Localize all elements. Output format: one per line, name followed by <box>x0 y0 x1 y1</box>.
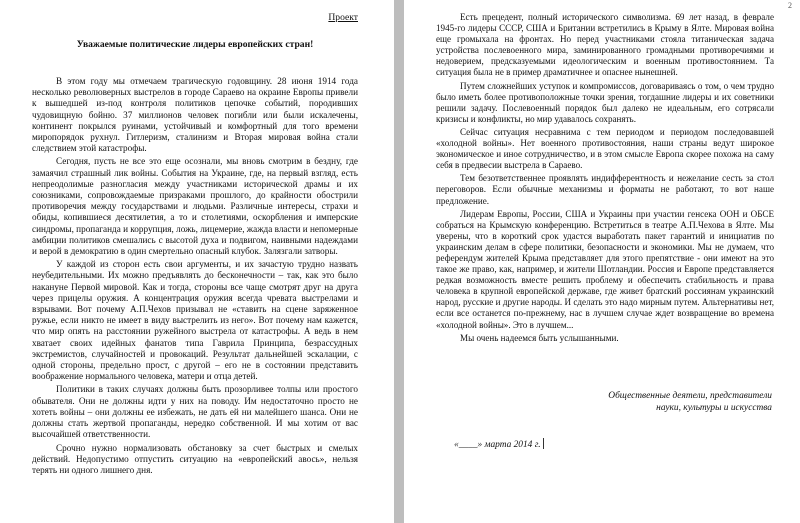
date-text: «____» марта 2014 г. <box>454 439 541 450</box>
document-page-2 <box>404 0 800 523</box>
signature-line: Общественные деятели, представители <box>608 390 772 401</box>
paragraph: Тем безответственнее проявлять индифферентность и нежелание сесть за стол переговоров. Если обычные механизмы и форматы не работают, то вот наше предложение. <box>436 173 774 206</box>
paragraph: Путем сложнейших уступок и компромиссов, договариваясь о том, о чем трудно было иметь более противоположные точки зрения, тогдашние лидеры и их советники решили задачу. Послевоенный порядок был далеко не идеальным, его сотрясали кризисы и конфликты, но мир удавалось сохранять. <box>436 80 774 124</box>
draft-label: Проект <box>328 12 358 23</box>
paragraph: Политики в таких случаях должны быть прозорливее толпы или простого обывателя. Они не должны идти у них на поводу. Им недостаточно просто не хотеть войны – они должны ее избежать, не дать ей ни малейшего шанса. Они не должны стать жертвой пропаганды, нередко собственной. И мы хотим от вас высочайшей ответственности. <box>32 384 358 440</box>
document-page-1 <box>0 0 394 523</box>
paragraph: В этом году мы отмечаем трагическую годовщину. 28 июня 1914 года несколько революверных выстрелов в городе Сараево на окраине Европы привели к вышедшей из-под контроля политиков цепочке событий, породивших чудовищную бойню. 37 миллионов человек погибли или были искалечены, континент покрылся руинами, устойчивый и комфортный для того времени миропорядок рухнул. Гитлеризм, сталинизм и Вторая мировая война стали следствием этой катастрофы. <box>32 76 358 154</box>
signature-block <box>436 390 772 414</box>
paragraph: Сейчас ситуация несравнима с тем периодом и периодом последовавшей «холодной войны». Нет военного противостояния, наши страны ведут широкое экономическое и иное сотрудничество, и в этом смысле Европа скорее похожа на саму себя в предвесии выстрела в Сараево. <box>436 126 774 171</box>
date-line <box>454 438 774 450</box>
signature-line: науки, культуры и искусства <box>656 402 772 413</box>
paragraph: Срочно нужно нормализовать обстановку за счет быстрых и смелых действий. Недопустимо отпустить ситуацию на «европейский авось», нельзя терять ни одного лишнего дня. <box>32 442 358 475</box>
letter-salutation: Уважаемые политические лидеры европейских стран! <box>76 39 314 50</box>
paragraph: Мы очень надеемся быть услышанными. <box>460 332 619 343</box>
paragraph: Есть прецедент, полный исторического символизма. 69 лет назад, в феврале 1945-го лидеры СССР, США и Британии встретились в Крыму в Ялте. Мировая война еще громыхала на фронтах. Но перед участниками стояла титаническая задача устройства послевоенного мира, заминированного громадными противоречиями и недоверием, предсказуемыми идеологическим и военным противостоянием. Та ситуация была не в пример драматичнее и опаснее нынешней. <box>436 12 774 78</box>
text-cursor <box>543 438 544 449</box>
paragraph: У каждой из сторон есть свои аргументы, и их зачастую трудно назвать неубедительными. Их можно предъявлять до бесконечности – так, как это было накануне Первой мировой. Как и тогда, стороны все чаще смотрят друг на друга через прицелы оружия. А концентрация оружия всегда чревата выстрелами и взрывами. Вот почему А.П.Чехов призывал не «ставить на сцене заряженное ружье, если никто не имеет в виду выстрелить из него». Вот почему нам кажется, что мир опять на расстоянии ружейного выстрела от катастрофы. А ведь в нем хватает своих идейных фанатов типа Гаврила Принципа, безрассудных экстремистов, случайностей и провокаций. Результат дальнейшей эскалации, с одной стороны, предельно прост, с другой – его не в состоянии представить воображение нормального человека, матери и отца детей. <box>32 259 358 382</box>
paragraph: Сегодня, пусть не все это еще осознали, мы вновь смотрим в бездну, где замаячил страшный лик войны. События на Украине, где, на первый взгляд, есть непреодолимые разногласия между участниками исторической драмы и их союзниками, сопровождаемые призраками прошлого, до крайности обострили противоречия между государствами и людьми. Различные интересы, страхи и обиды, копившиеся десятилетия, а то и столетиями, оскорбления и имперские синдромы, пропаганда и коррупция, ложь, лицемерие, жажда власти и непомерные амбиции политиков смешались с высотой духа и подвигом, наивными надеждами и верой в демократию в один смертельно опасный клубок. Залязгали затворы. <box>32 156 358 257</box>
page-number: 2 <box>788 1 792 10</box>
paragraph: Лидерам Европы, России, США и Украины при участии генсека ООН и ОБСЕ собраться на Крымскую конференцию. Встретиться в театре А.П.Чехова в Ялте. Мы уверены, что в короткий срок удастся выработать пакет гарантий и инициатив по украинским делам в сфере политики, безопасности и экономики. Мы не думаем, что референдум жителей Крыма представляет для этого препятствие - они имеют на это такое же право, как, например, и жители Шотландии. Россия и Европе представляется редкая возможность вместе решить проблему и обеспечить стабильность и права человека в крупной европейской державе, где живет братский россиянам украинский народ, русские и другие народы. И сделать это надо мирным путем. Альтернативы нет, если все останется по-прежнему, нас в лучшем случае ждет возвращение во времена «холодной войны». Это в лучшем... <box>436 208 774 330</box>
page-gutter <box>394 0 404 523</box>
